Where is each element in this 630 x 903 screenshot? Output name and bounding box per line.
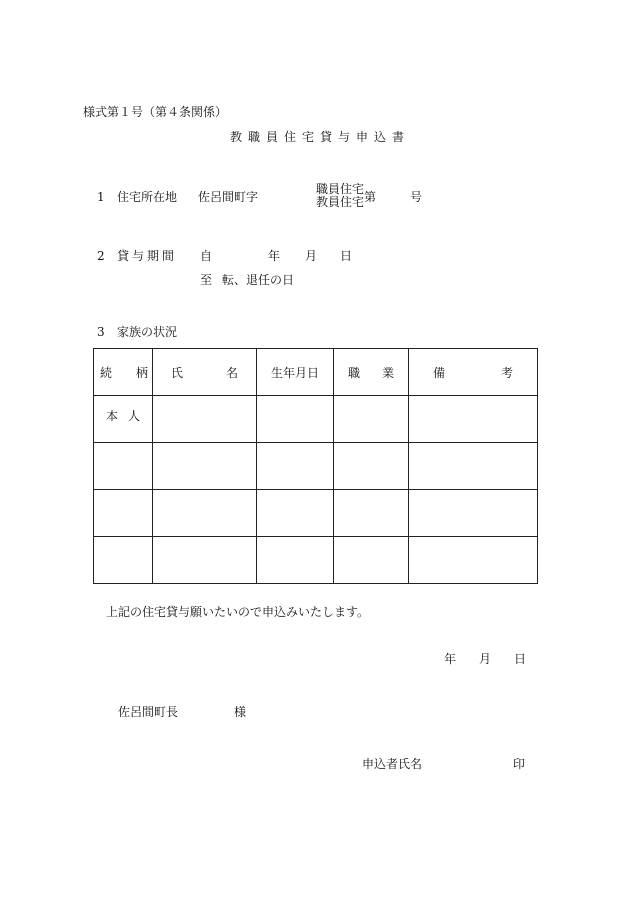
section-3-label: 家族の状況 (117, 325, 178, 339)
form-number: 様式第１号（第４条関係） (83, 105, 228, 119)
relation-cell[interactable] (94, 537, 153, 584)
housing-type-teacher: 教員住宅 (316, 195, 365, 209)
birthdate-cell[interactable] (257, 537, 334, 584)
seal-mark: 印 (513, 757, 526, 771)
table-row (94, 490, 538, 537)
housing-type-staff: 職員住宅 (316, 182, 365, 196)
notes-cell[interactable] (409, 490, 538, 537)
occupation-cell[interactable] (334, 537, 409, 584)
occupation-cell[interactable] (334, 443, 409, 490)
relation-self-cell: 本 人 (94, 396, 153, 443)
family-table (93, 348, 538, 584)
birthdate-cell[interactable] (257, 490, 334, 537)
period-month: 月 (305, 249, 318, 263)
notes-cell[interactable] (409, 396, 538, 443)
notes-cell[interactable] (409, 443, 538, 490)
request-text: 上記の住宅貸与願いたいので申込みいたします。 (106, 605, 370, 619)
occupation-cell[interactable] (334, 490, 409, 537)
header-name: 氏 名 (153, 349, 257, 396)
relation-cell[interactable] (94, 443, 153, 490)
table-row (94, 396, 538, 443)
period-to-text: 転、退任の日 (222, 273, 295, 287)
addressee: 佐呂間町長 (118, 705, 179, 719)
birthdate-cell[interactable] (257, 443, 334, 490)
name-cell[interactable] (153, 396, 257, 443)
name-cell[interactable] (153, 490, 257, 537)
period-to: 至 (200, 273, 213, 287)
header-occupation: 職 業 (334, 349, 409, 396)
section-1-dai: 第 (364, 190, 377, 204)
section-2-label: 貸与期間 (117, 249, 178, 263)
section-1-label: 住宅所在地 (117, 190, 178, 204)
header-relation: 続 柄 (94, 349, 153, 396)
form-title: 教職員住宅貸与申込書 (230, 130, 411, 144)
birthdate-cell[interactable] (257, 396, 334, 443)
table-header-row (94, 349, 538, 396)
section-1-go: 号 (410, 190, 423, 204)
addressee-sama: 様 (234, 705, 247, 719)
relation-cell[interactable] (94, 490, 153, 537)
table-row (94, 443, 538, 490)
date-day: 日 (514, 652, 527, 666)
section-3-number: 3 (97, 325, 105, 339)
notes-cell[interactable] (409, 537, 538, 584)
date-year: 年 (444, 652, 457, 666)
occupation-cell[interactable] (334, 396, 409, 443)
header-notes: 備 考 (409, 349, 538, 396)
table-row (94, 537, 538, 584)
date-month: 月 (479, 652, 492, 666)
name-cell[interactable] (153, 443, 257, 490)
applicant-label: 申込者氏名 (362, 757, 423, 771)
section-1-town: 佐呂間町字 (198, 190, 259, 204)
section-2-number: 2 (97, 249, 105, 263)
period-day: 日 (340, 249, 353, 263)
period-from: 自 (200, 249, 213, 263)
name-cell[interactable] (153, 537, 257, 584)
section-1-number: 1 (97, 190, 105, 204)
period-year: 年 (268, 249, 281, 263)
header-birthdate: 生年月日 (257, 349, 334, 396)
